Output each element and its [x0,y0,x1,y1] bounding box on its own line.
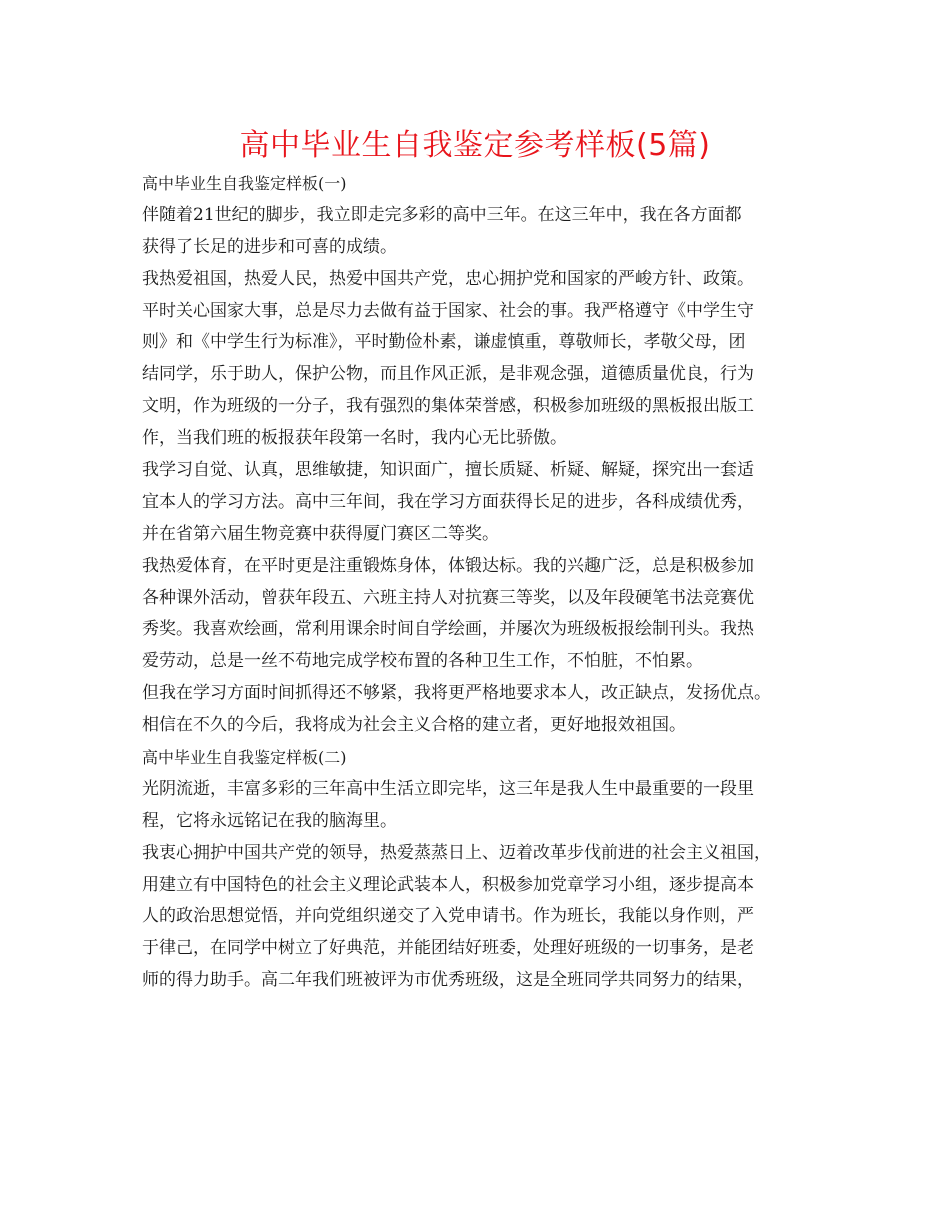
document-body [142,168,832,997]
text-line: 但我在学习方面时间抓得还不够紧，我将更严格地要求本人，改正缺点，发扬优点。 [142,683,771,704]
text-line: 我衷心拥护中国共产党的领导，热爱蒸蒸日上、迈着改革步伐前进的社会主义祖国， [142,842,771,863]
text-line: 我学习自觉、认真，思维敏捷，知识面广，擅长质疑、析疑、解疑，探究出一套适 [142,460,754,481]
text-line: 文明，作为班级的一分子，我有强烈的集体荣誉感，积极参加班级的黑板报出版工 [142,396,754,417]
text-line: 程，它将永远铭记在我的脑海里。 [142,810,397,831]
text-line: 伴随着21世纪的脚步，我立即走完多彩的高中三年。在这三年中，我在各方面都 [142,204,742,225]
text-line: 并在省第六届生物竞赛中获得厦门赛区二等奖。 [142,523,499,544]
text-line: 则》和《中学生行为标准》，平时勤俭朴素，谦虚慎重，尊敬师长，孝敬父母，团 [142,332,746,353]
text-line: 相信在不久的今后，我将成为社会主义合格的建立者，更好地报效祖国。 [142,715,686,736]
section-heading: 高中毕业生自我鉴定样板(一) [142,174,347,193]
text-line: 光阴流逝，丰富多彩的三年高中生活立即完毕，这三年是我人生中最重要的一段里 [142,778,754,799]
text-line: 各种课外活动，曾获年段五、六班主持人对抗赛三等奖，以及年段硬笔书法竞赛优 [142,587,754,608]
text-line: 平时关心国家大事，总是尽力去做有益于国家、社会的事。我严格遵守《中学生守 [142,300,754,321]
text-line: 作，当我们班的板报获年段第一名时，我内心无比骄傲。 [142,428,567,449]
text-line: 爱劳动，总是一丝不苟地完成学校布置的各种卫生工作，不怕脏，不怕累。 [142,651,703,672]
text-line: 用建立有中国特色的社会主义理论武装本人，积极参加党章学习小组，逐步提高本 [142,874,754,895]
text-line: 宜本人的学习方法。高中三年间，我在学习方面获得长足的进步，各科成绩优秀， [142,491,754,512]
text-line: 秀奖。我喜欢绘画，常利用课余时间自学绘画，并屡次为班级板报绘制刊头。我热 [142,619,754,640]
text-line: 于律己，在同学中树立了好典范，并能团结好班委，处理好班级的一切事务，是老 [142,938,754,959]
text-line: 我热爱体育，在平时更是注重锻炼身体，体锻达标。我的兴趣广泛，总是积极参加 [142,555,754,576]
text-line: 结同学，乐于助人，保护公物，而且作风正派，是非观念强，道德质量优良，行为 [142,364,754,385]
document-title: 高中毕业生自我鉴定参考样板(5篇) [239,128,711,163]
section-heading: 高中毕业生自我鉴定样板(二) [142,748,347,768]
text-line: 获得了长足的进步和可喜的成绩。 [142,236,397,257]
text-line: 人的政治思想觉悟，并向党组织递交了入党申请书。作为班长，我能以身作则，严 [142,906,754,927]
text-line: 我热爱祖国，热爱人民，热爱中国共产党，忠心拥护党和国家的严峻方针、政策。 [142,268,754,289]
text-line: 师的得力助手。高二年我们班被评为市优秀班级，这是全班同学共同努力的结果， [142,970,754,991]
